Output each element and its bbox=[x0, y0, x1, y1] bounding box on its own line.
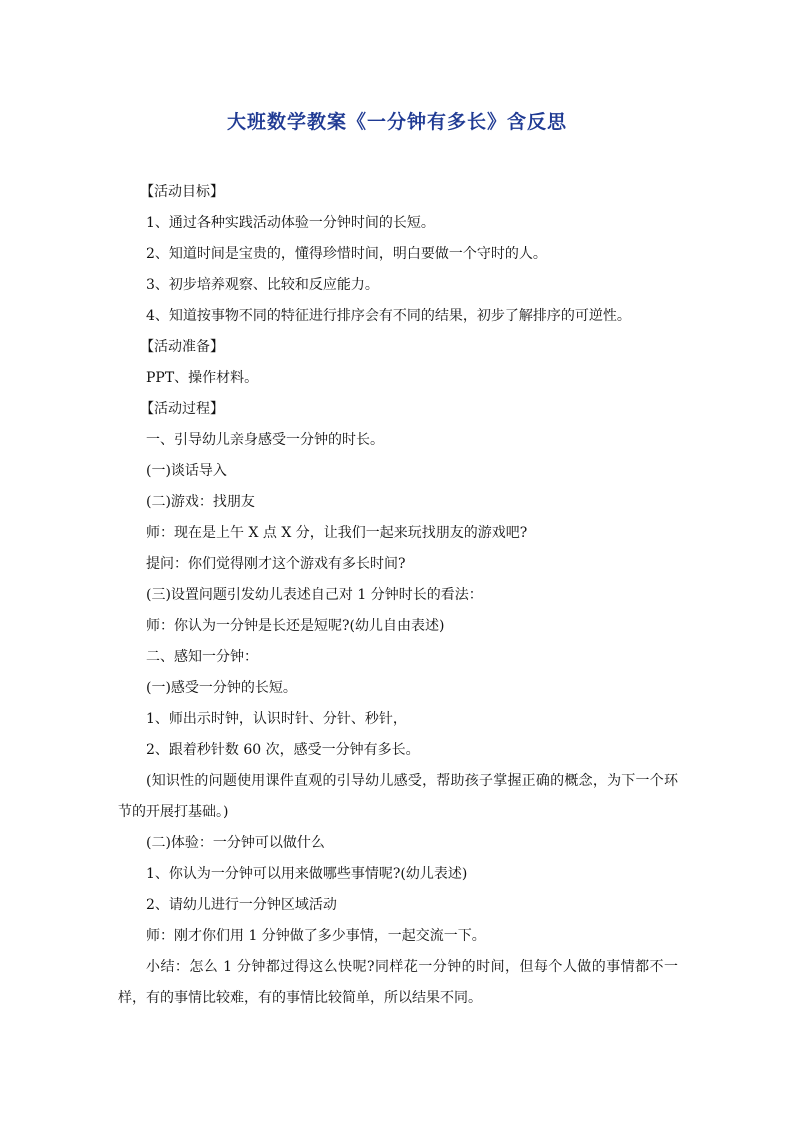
section-heading-process: 【活动过程】 bbox=[140, 401, 224, 417]
process-step: 1、师出示时钟，认识时针、分针、秒针， bbox=[146, 711, 407, 727]
section-heading-preparation: 【活动准备】 bbox=[140, 339, 224, 355]
section-heading-goals: 【活动目标】 bbox=[140, 184, 224, 200]
process-step: (二)体验：一分钟可以做什么 bbox=[146, 835, 325, 851]
goal-item: 4、知道按事物不同的特征进行排序会有不同的结果，初步了解排序的可逆性。 bbox=[146, 308, 631, 324]
process-step: 一、引导幼儿亲身感受一分钟的时长。 bbox=[146, 432, 384, 448]
process-step: 2、请幼儿进行一分钟区域活动 bbox=[146, 897, 337, 913]
process-step: 师：刚才你们用 1 分钟做了多少事情，一起交流一下。 bbox=[146, 928, 486, 944]
process-step: (三)设置问题引发幼儿表述自己对 1 分钟时长的看法： bbox=[146, 587, 483, 603]
process-step: (二)游戏：找朋友 bbox=[146, 494, 255, 510]
document-body bbox=[118, 177, 678, 1014]
process-step: 提问：你们觉得刚才这个游戏有多长时间? bbox=[146, 556, 406, 572]
process-step: 二、感知一分钟： bbox=[146, 649, 258, 665]
process-summary: 小结：怎么 1 分钟都过得这么快呢?同样花一分钟的时间，但每个人做的事情都不一样，有的事情比较难，有的事情比较简单，所以结果不同。 bbox=[118, 959, 678, 1006]
process-step: 2、跟着秒针数 60 次，感受一分钟有多长。 bbox=[146, 742, 420, 758]
process-note: (知识性的问题使用课件直观的引导幼儿感受，帮助孩子掌握正确的概念，为下一个环节的开展打基础。) bbox=[118, 773, 678, 820]
document-title: 大班数学教案《一分钟有多长》含反思 bbox=[226, 111, 567, 133]
goal-item: 3、初步培养观察、比较和反应能力。 bbox=[146, 277, 379, 293]
goal-item: 1、通过各种实践活动体验一分钟时间的长短。 bbox=[146, 215, 435, 231]
process-step: 师：现在是上午 X 点 X 分，让我们一起来玩找朋友的游戏吧? bbox=[146, 525, 528, 541]
process-step: 师：你认为一分钟是长还是短呢?(幼儿自由表述) bbox=[146, 618, 445, 634]
process-step: 1、你认为一分钟可以用来做哪些事情呢?(幼儿表述) bbox=[146, 866, 468, 882]
process-step: (一)谈话导入 bbox=[146, 463, 227, 479]
goal-item: 2、知道时间是宝贵的，懂得珍惜时间，明白要做一个守时的人。 bbox=[146, 246, 547, 262]
process-step: (一)感受一分钟的长短。 bbox=[146, 680, 297, 696]
preparation-text: PPT、操作材料。 bbox=[146, 370, 259, 386]
